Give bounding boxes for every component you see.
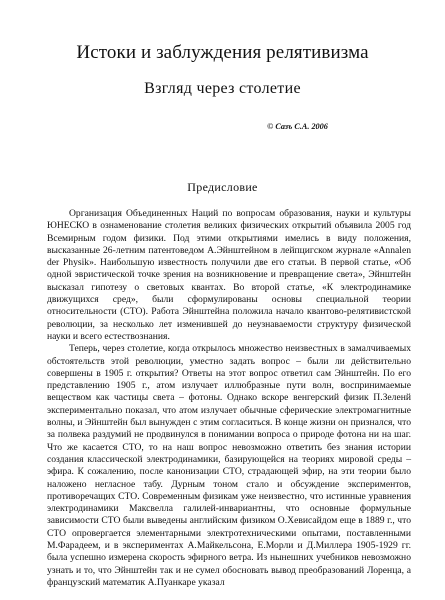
paragraph: Организация Объединенных Наций по вопросам образования, науки и культуры ЮНЕСКО в ознаменование столетия великих физических открытий объявила 2005 год Всемирным годом физики. Под этими открытиями имелись в виду положения, высказанные 26-летним патентоведом А.Эйнштейном в лейпцигском журнале «Annalen der Physik». Наибольшую известность получили две его статьи. В первой статье, «Об одной эвристической точке зрения на возникновение и превращение света», Эйнштейн высказал гипотезу о световых квантах. Во второй статье, «К электродинамике движущихся сред», были сформулированы основы специальной теории относительности (СТО). Работа Эйнштейна положила начало квантово-релятивистской революции, за несколько лет изменившей до неузнаваемости структуру физической науки и всего естествознания. (47, 208, 411, 342)
section-heading: Предисловие (187, 180, 258, 194)
document-subtitle: Взгляд через столетие (144, 80, 301, 97)
author-copyright: © Сазъ С.А. 2006 (267, 122, 328, 131)
document-title: Истоки и заблуждения релятивизма (76, 42, 369, 63)
section-body (47, 208, 411, 589)
paragraph: Теперь, через столетие, когда открылось множество неизвестных в замалчиваемых обстоятельств этой революции, уместно задать вопрос – были ли действительно совершены в 1905 г. открытия? Ответы на этот вопрос ответил сам Эйнштейн. По его представлению 1905 г., атом излучает иллюбразные пути волн, воспринимаемые веществом как частицы света – фотоны. Однако вскоре венгерский физик П.Зеленй экспериментально показал, что атом излучает обычные сферические электромагнитные волны, и Эйнштейн был вынужден с этим согласиться. В конце жизни он признался, что за полвека раздумий не продвинулся в понимании вопроса о природе фотона ни на шаг. Что же касается СТО, то на наш вопрос невозможно ответить без знания истории создания классической электродинамики, базирующейся на теориях мировой среды – эфира. К сожалению, после канонизации СТО, страдающей эфир, на эти теории было наложено негласное табу. Дурным тоном стало и обсуждение экспериментов, противоречащих СТО. Современным физикам уже неизвестно, что истинные уравнения электродинамики Максвелла галилей-инвариантны, что основные формульные зависимости СТО были выведены английским физиком О.Хевисайдом еще в 1889 г., что СТО опровергается элементарными электротехническими опытами, поставленными М.Фарадеем, и в экспериментах А.Майкельсона, Е.Морли и Д.Миллера 1905-1929 гг. была успешно измерена скорость эфирного ветра. Из нынешних учебников невозможно узнать и то, что Эйнштейн так и не сумел обосновать вывод преобразований Лоренца, а французский математик А.Пуанкаре указал (47, 343, 411, 588)
